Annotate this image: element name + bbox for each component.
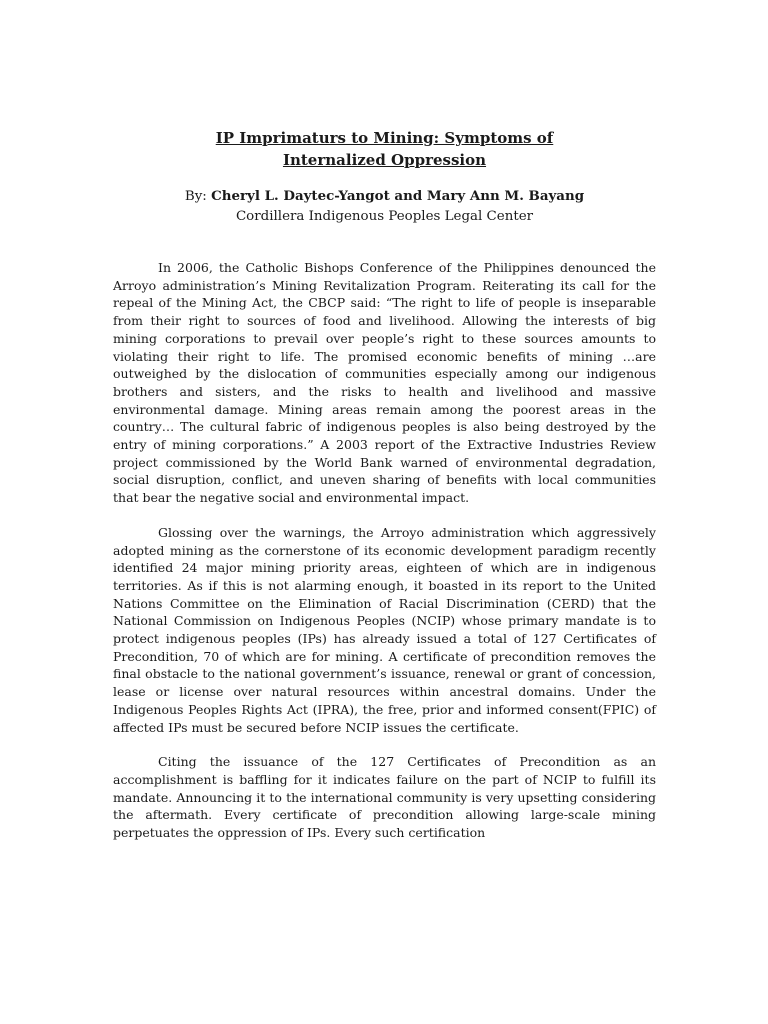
title-line-1: IP Imprimaturs to Mining: Symptoms of — [215, 129, 554, 147]
paragraph-2: Glossing over the warnings, the Arroyo administration which aggressively adopted mining as the cornerstone of its economic development paradigm recently identified 24 major mining priority areas, eighteen of which are in indigenous territories. As if this is not alarming enough, it boasted in its report to the United Nations Committee on the Elimination of Racial Discrimination (CERD) that the National Commission on Indigenous Peoples (NCIP) whose primary mandate is to protect indigenous peoples (IPs) has already issued a total of 127 Certificates of Precondition, 70 of which are for mining. A certificate of precondition removes the final obstacle to the national government’s issuance, renewal or grant of concession, lease or license over natural resources within ancestral domains. Under the Indigenous Peoples Rights Act (IPRA), the free, prior and informed consent(FPIC) of affected IPs must be secured before NCIP issues the certificate. — [113, 524, 656, 735]
paragraph-3: Citing the issuance of the 127 Certificates of Precondition as an accomplishment is baffling for it indicates failure on the part of NCIP to fulfill its mandate. Announcing it to the international community is very upsetting considering the aftermath. Every certificate of precondition allowing large-scale mining perpetuates the oppression of IPs. Every such certification — [113, 754, 656, 841]
author-affiliation: Cordillera Indigenous Peoples Legal Center — [235, 209, 534, 224]
title-line-2: Internalized Oppression — [282, 151, 487, 169]
document-title — [113, 127, 656, 171]
byline-authors-line — [113, 186, 656, 207]
byline — [113, 186, 656, 227]
paragraph-1: In 2006, the Catholic Bishops Conference of the Philippines denounced the Arroyo administration’s Mining Revitalization Program. Reiterating its call for the repeal of the Mining Act, the CBCP said: “The right to life of people is inseparable from their right to sources of food and livelihood. Allowing the interests of big mining corporations to prevail over people’s right to these sources amounts to violating their right to life. The promised economic benefits of mining …are outweighed by the dislocation of communities especially among our indigenous brothers and sisters, and the risks to health and livelihood and massive environmental damage. Mining areas remain among the poorest areas in the country… The cultural fabric of indigenous peoples is also being destroyed by the entry of mining corporations.” A 2003 report of the Extractive Industries Review project commissioned by the World Bank warned of environmental degradation, social disruption, conflict, and uneven sharing of benefits with local communities that bear the negative social and environmental impact. — [113, 260, 656, 506]
author-names: Cheryl L. Daytec-Yangot and Mary Ann M. Bayang — [211, 188, 585, 204]
document-body — [113, 127, 656, 842]
byline-prefix: By: — [184, 189, 212, 204]
